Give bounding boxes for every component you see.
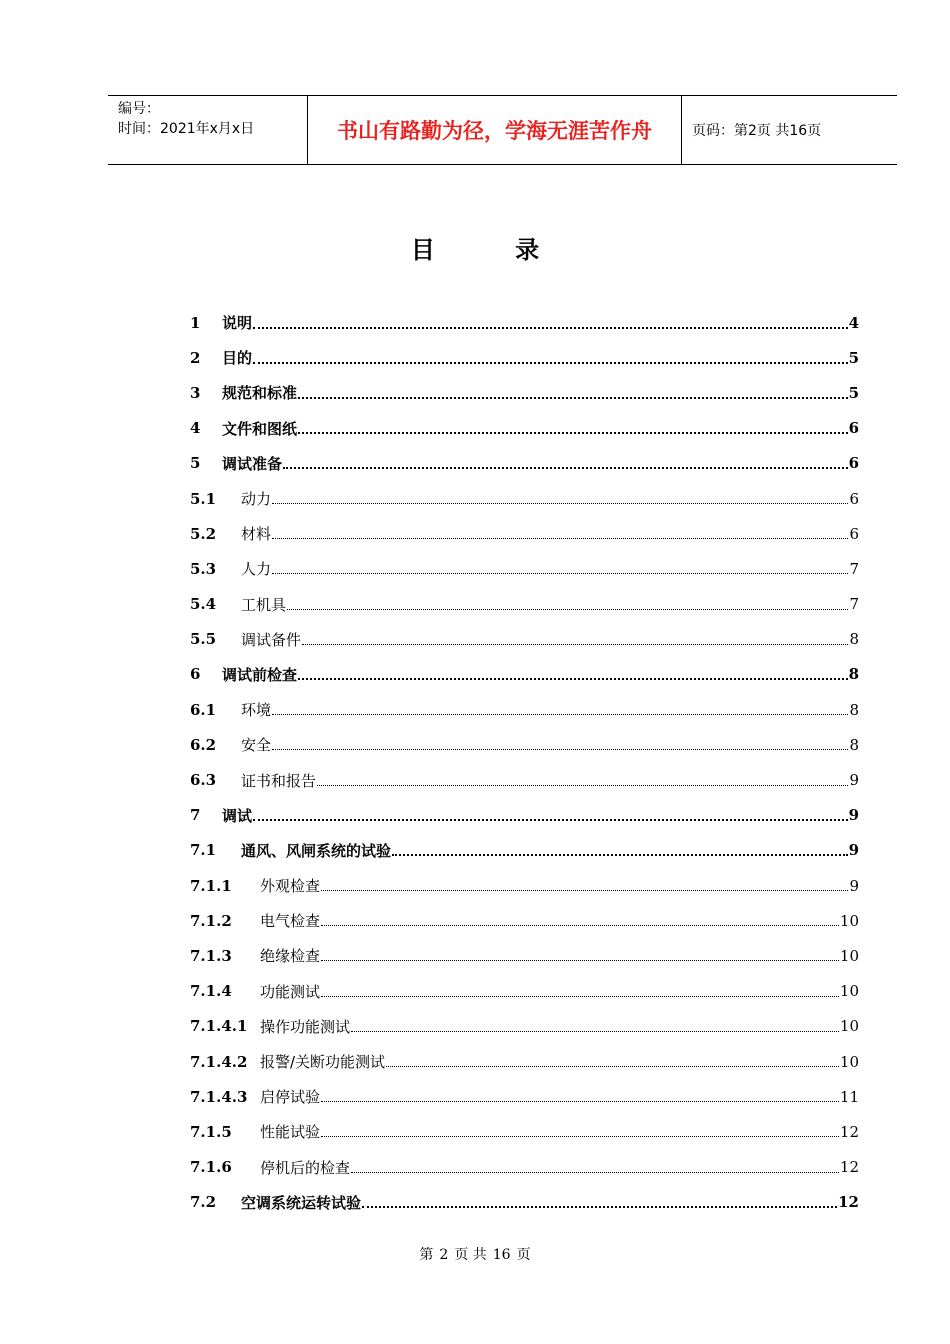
toc-entry-number: 5.2 [190, 524, 217, 543]
toc-entry-page: 7 [849, 559, 859, 578]
toc-entry-page: 8 [849, 700, 859, 719]
toc-entry-number: 7.1.4.2 [190, 1052, 248, 1071]
toc-leader-dots [392, 854, 848, 856]
toc-entry[interactable] [190, 1044, 859, 1079]
toc-leader-dots [272, 573, 848, 574]
toc-entry-label: 启停试验 [260, 1088, 321, 1107]
toc-entry-number: 7.1.4.1 [190, 1017, 248, 1036]
toc-entry-page: 5 [848, 348, 859, 367]
toc-entry[interactable] [190, 481, 859, 516]
toc-entry-label: 操作功能测试 [260, 1017, 351, 1036]
toc-entry-page: 9 [848, 841, 859, 860]
toc-leader-dots [253, 819, 848, 821]
toc-entry-page: 8 [849, 630, 859, 649]
toc-leader-dots [321, 960, 839, 961]
toc-entry[interactable] [190, 903, 859, 938]
toc-leader-dots [272, 503, 848, 504]
toc-entry-page: 7 [849, 595, 859, 614]
toc-entry-number: 7.1.4.3 [190, 1087, 248, 1106]
header-page-info: 页码：第2页 共16页 [692, 123, 822, 139]
toc-entry[interactable] [190, 340, 859, 375]
toc-entry[interactable] [190, 305, 859, 340]
toc-entry[interactable] [190, 868, 859, 903]
toc-leader-dots [386, 1066, 839, 1067]
toc-entry[interactable] [190, 692, 859, 727]
toc-entry-label: 性能试验 [260, 1123, 321, 1142]
toc-title: 目 录 [410, 236, 576, 264]
toc-leader-dots [302, 644, 848, 645]
toc-leader-dots [253, 327, 848, 329]
toc-entry-label: 文件和图纸 [222, 419, 298, 438]
toc-entry-number: 7.1.5 [190, 1122, 232, 1141]
toc-entry[interactable] [190, 587, 859, 622]
toc-entry[interactable] [190, 1114, 859, 1149]
toc-entry-label: 功能测试 [260, 982, 321, 1001]
toc-leader-dots [298, 397, 848, 399]
toc-entry[interactable] [190, 1079, 859, 1114]
toc-entry-label: 环境 [241, 701, 272, 720]
toc-entry-label: 绝缘检查 [260, 947, 321, 966]
toc-entry[interactable] [190, 798, 859, 833]
toc-entry[interactable] [190, 622, 859, 657]
toc-entry-number: 7.1 [190, 841, 217, 860]
toc-entry-label: 工机具 [241, 595, 287, 614]
toc-entry[interactable] [190, 411, 859, 446]
toc-entry-label: 通风、风闸系统的试验 [241, 841, 392, 860]
toc-entry[interactable] [190, 375, 859, 410]
toc-leader-dots [321, 925, 839, 926]
toc-leader-dots [321, 890, 848, 891]
toc-entry-page: 10 [839, 1017, 859, 1036]
footer-prefix: 第 [419, 1247, 434, 1263]
code-label: 编号： [118, 101, 160, 117]
toc-entry-label: 调试备件 [241, 630, 302, 649]
toc-entry-label: 材料 [241, 525, 272, 544]
toc-entry[interactable] [190, 1150, 859, 1185]
toc-entry-label: 说明 [222, 314, 253, 333]
toc-leader-dots [253, 362, 848, 364]
toc-entry-page: 6 [849, 524, 859, 543]
toc-leader-dots [272, 538, 848, 539]
toc-entry-page: 12 [839, 1158, 859, 1177]
toc-entry-page: 12 [838, 1193, 859, 1212]
toc-entry-number: 5.4 [190, 595, 217, 614]
toc-entry[interactable] [190, 727, 859, 762]
toc-entry-number: 3 [190, 383, 201, 402]
toc-entry-label: 空调系统运转试验 [241, 1193, 362, 1212]
toc-entry-label: 外观检查 [260, 877, 321, 896]
toc-leader-dots [351, 1172, 839, 1173]
toc-entry-page: 8 [848, 665, 859, 684]
toc-leader-dots [287, 609, 848, 610]
toc-entry-page: 12 [839, 1122, 859, 1141]
page-footer [0, 1244, 950, 1264]
toc-entry-page: 4 [848, 313, 859, 332]
toc-entry-label: 安全 [241, 736, 272, 755]
header-meta [108, 96, 308, 164]
toc-entry-page: 10 [839, 1052, 859, 1071]
toc-leader-dots [321, 996, 839, 997]
toc-entry[interactable] [190, 516, 859, 551]
toc-entry-number: 6.3 [190, 771, 217, 790]
toc-entry[interactable] [190, 833, 859, 868]
toc-entry-page: 9 [849, 771, 859, 790]
toc-entry-label: 电气检查 [260, 912, 321, 931]
toc-entry[interactable] [190, 1185, 859, 1220]
toc-leader-dots [272, 749, 848, 750]
toc-entry[interactable] [190, 446, 859, 481]
toc-entry-number: 1 [190, 313, 201, 332]
toc-entry-label: 规范和标准 [222, 384, 298, 403]
toc-leader-dots [283, 467, 848, 469]
toc-entry-number: 6.1 [190, 700, 217, 719]
toc-entry-label: 调试前检查 [222, 665, 298, 684]
toc-entry-label: 人力 [241, 560, 272, 579]
toc-entry-number: 5.1 [190, 489, 217, 508]
toc-entry-number: 5.3 [190, 559, 217, 578]
toc-entry-page: 8 [849, 735, 859, 754]
toc-entry-number: 7.2 [190, 1193, 217, 1212]
toc-leader-dots [272, 714, 848, 715]
time-label: 时间：2021年x月x日 [118, 121, 255, 137]
toc-leader-dots [317, 785, 848, 786]
toc-entry[interactable] [190, 551, 859, 586]
toc-entry[interactable] [190, 938, 859, 973]
toc-entry-page: 10 [839, 946, 859, 965]
page-header [108, 95, 897, 165]
footer-middle: 页 共 [454, 1247, 487, 1263]
toc-leader-dots [298, 678, 848, 680]
toc-entry-number: 7.1.3 [190, 946, 232, 965]
toc-leader-dots [321, 1136, 839, 1137]
toc-entry-number: 7.1.1 [190, 876, 232, 895]
toc-entry-number: 7.1.6 [190, 1158, 232, 1177]
toc-leader-dots [321, 1101, 839, 1102]
footer-page: 2 [439, 1247, 449, 1263]
footer-suffix: 页 [516, 1247, 531, 1263]
table-of-contents [190, 305, 859, 1220]
toc-entry-page: 6 [848, 454, 859, 473]
toc-entry-number: 6 [190, 665, 201, 684]
toc-entry-number: 7.1.2 [190, 911, 232, 930]
toc-entry[interactable] [190, 974, 859, 1009]
toc-entry-label: 目的 [222, 349, 253, 368]
toc-entry-label: 动力 [241, 490, 272, 509]
toc-entry-number: 4 [190, 419, 201, 438]
toc-entry-page: 11 [839, 1087, 859, 1106]
toc-entry-label: 停机后的检查 [260, 1158, 351, 1177]
toc-entry-page: 6 [848, 419, 859, 438]
toc-entry-page: 10 [839, 911, 859, 930]
toc-entry-number: 7 [190, 806, 201, 825]
toc-entry-label: 调试准备 [222, 454, 283, 473]
toc-entry-page: 10 [839, 982, 859, 1001]
toc-entry-page: 5 [848, 383, 859, 402]
toc-entry-label: 调试 [222, 806, 253, 825]
toc-entry-label: 证书和报告 [241, 771, 317, 790]
toc-entry-number: 5.5 [190, 630, 217, 649]
toc-entry-page: 9 [849, 876, 859, 895]
toc-entry[interactable] [190, 657, 859, 692]
footer-total: 16 [492, 1247, 511, 1263]
toc-entry[interactable] [190, 762, 859, 797]
toc-entry-label: 报警/关断功能测试 [260, 1053, 386, 1072]
toc-leader-dots [362, 1206, 837, 1208]
toc-entry-number: 5 [190, 454, 201, 473]
toc-entry-page: 9 [848, 806, 859, 825]
toc-entry-number: 7.1.4 [190, 982, 232, 1001]
toc-leader-dots [298, 432, 848, 434]
header-slogan: 书山有路勤为径，学海无涯苦作舟 [308, 96, 682, 164]
toc-leader-dots [351, 1031, 839, 1032]
toc-entry-number: 2 [190, 348, 201, 367]
toc-entry-page: 6 [849, 489, 859, 508]
toc-entry[interactable] [190, 1009, 859, 1044]
toc-entry-number: 6.2 [190, 735, 217, 754]
